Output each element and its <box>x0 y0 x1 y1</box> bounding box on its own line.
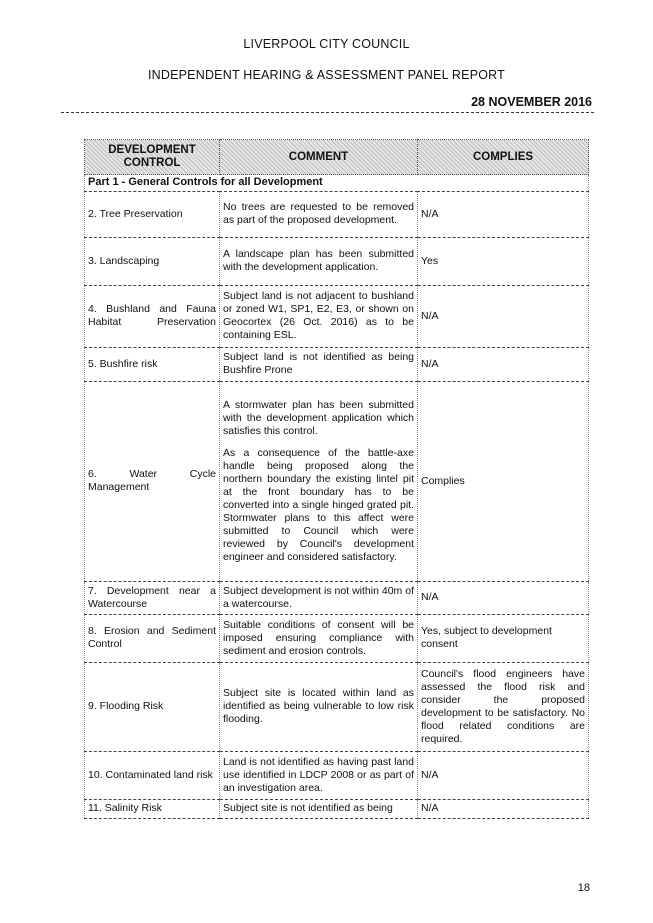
comment-text: Land is not identified as having past land use identified in LDCP 2008 or as part of an investigation area. <box>223 755 414 794</box>
comment-text: Subject land is not identified as being Bushfire Prone <box>223 351 414 376</box>
comment-cell <box>220 752 418 800</box>
column-header-complies: COMPLIES <box>418 140 589 175</box>
control-cell: 4. Bushland and Fauna Habitat Preservation <box>85 286 220 348</box>
column-header-control: DEVELOPMENT CONTROL <box>85 140 220 175</box>
comment-cell <box>220 286 418 348</box>
report-date: 28 NOVEMBER 2016 <box>471 95 592 109</box>
development-control-table <box>84 139 589 819</box>
complies-cell: N/A <box>418 752 589 800</box>
control-cell: 7. Development near a Watercourse <box>85 582 220 615</box>
table-row <box>85 615 589 663</box>
complies-cell: N/A <box>418 800 589 819</box>
control-cell: 9. Flooding Risk <box>85 663 220 752</box>
control-cell: 10. Contaminated land risk <box>85 752 220 800</box>
column-header-comment: COMMENT <box>220 140 418 175</box>
complies-cell: Yes, subject to development consent <box>418 615 589 663</box>
table-row <box>85 286 589 348</box>
complies-cell: Complies <box>418 382 589 582</box>
section-heading-row <box>85 175 589 192</box>
table-row <box>85 238 589 286</box>
header-divider <box>61 112 594 113</box>
comment-text: As a consequence of the battle-axe handle being proposed along the northern boundary the existing lintel pit at the front boundary has to be converted into a single hinged grated pit. Stormwater plans to this affect were submitted to Council which were reviewed by Council's development engineer and considered satisfactory. <box>223 446 414 563</box>
council-name: LIVERPOOL CITY COUNCIL <box>243 37 410 51</box>
complies-cell: N/A <box>418 582 589 615</box>
comment-text: Suitable conditions of consent will be imposed ensuring compliance with sediment and erosion controls. <box>223 618 414 657</box>
control-cell: 11. Salinity Risk <box>85 800 220 819</box>
control-cell: 2. Tree Preservation <box>85 192 220 238</box>
control-cell: 6. Water Cycle Management <box>85 382 220 582</box>
report-title: INDEPENDENT HEARING & ASSESSMENT PANEL REPORT <box>147 68 505 82</box>
section-heading: Part 1 - General Controls for all Development <box>85 175 589 192</box>
table-row <box>85 348 589 382</box>
control-cell: 5. Bushfire risk <box>85 348 220 382</box>
table-header-row <box>85 140 589 175</box>
comment-cell <box>220 615 418 663</box>
comment-cell <box>220 192 418 238</box>
comment-text: Subject land is not adjacent to bushland or zoned W1, SP1, E2, E3, or shown on Geocortex (26 Oct. 2016) as to be containing ESL. <box>223 290 414 341</box>
comment-cell <box>220 800 418 819</box>
complies-cell: N/A <box>418 348 589 382</box>
comment-text: A landscape plan has been submitted with the development application. <box>223 248 414 273</box>
table-row <box>85 663 589 752</box>
complies-cell: N/A <box>418 192 589 238</box>
comment-text: A stormwater plan has been submitted with the development application which satisfies this control. <box>223 398 414 437</box>
table-row <box>85 382 589 582</box>
comment-cell <box>220 238 418 286</box>
comment-text: Subject development is not within 40m of a watercourse. <box>223 584 414 610</box>
comment-cell <box>220 663 418 752</box>
complies-cell: Council's flood engineers have assessed the flood risk and consider the proposed development to be satisfactory. No flood related conditions are required. <box>418 663 589 752</box>
complies-cell: Yes <box>418 238 589 286</box>
control-cell: 8. Erosion and Sediment Control <box>85 615 220 663</box>
comment-cell <box>220 582 418 615</box>
control-cell: 3. Landscaping <box>85 238 220 286</box>
comment-text: Subject site is not identified as being <box>223 802 393 814</box>
comment-text: Subject site is located within land as identified as being vulnerable to low risk flooding. <box>223 687 414 725</box>
table-row <box>85 192 589 238</box>
comment-cell <box>220 382 418 582</box>
table-row <box>85 800 589 819</box>
page-number: 18 <box>577 882 590 894</box>
comment-text: No trees are requested to be removed as part of the proposed development. <box>223 201 414 226</box>
complies-cell: N/A <box>418 286 589 348</box>
comment-cell <box>220 348 418 382</box>
table-row <box>85 752 589 800</box>
table-row <box>85 582 589 615</box>
